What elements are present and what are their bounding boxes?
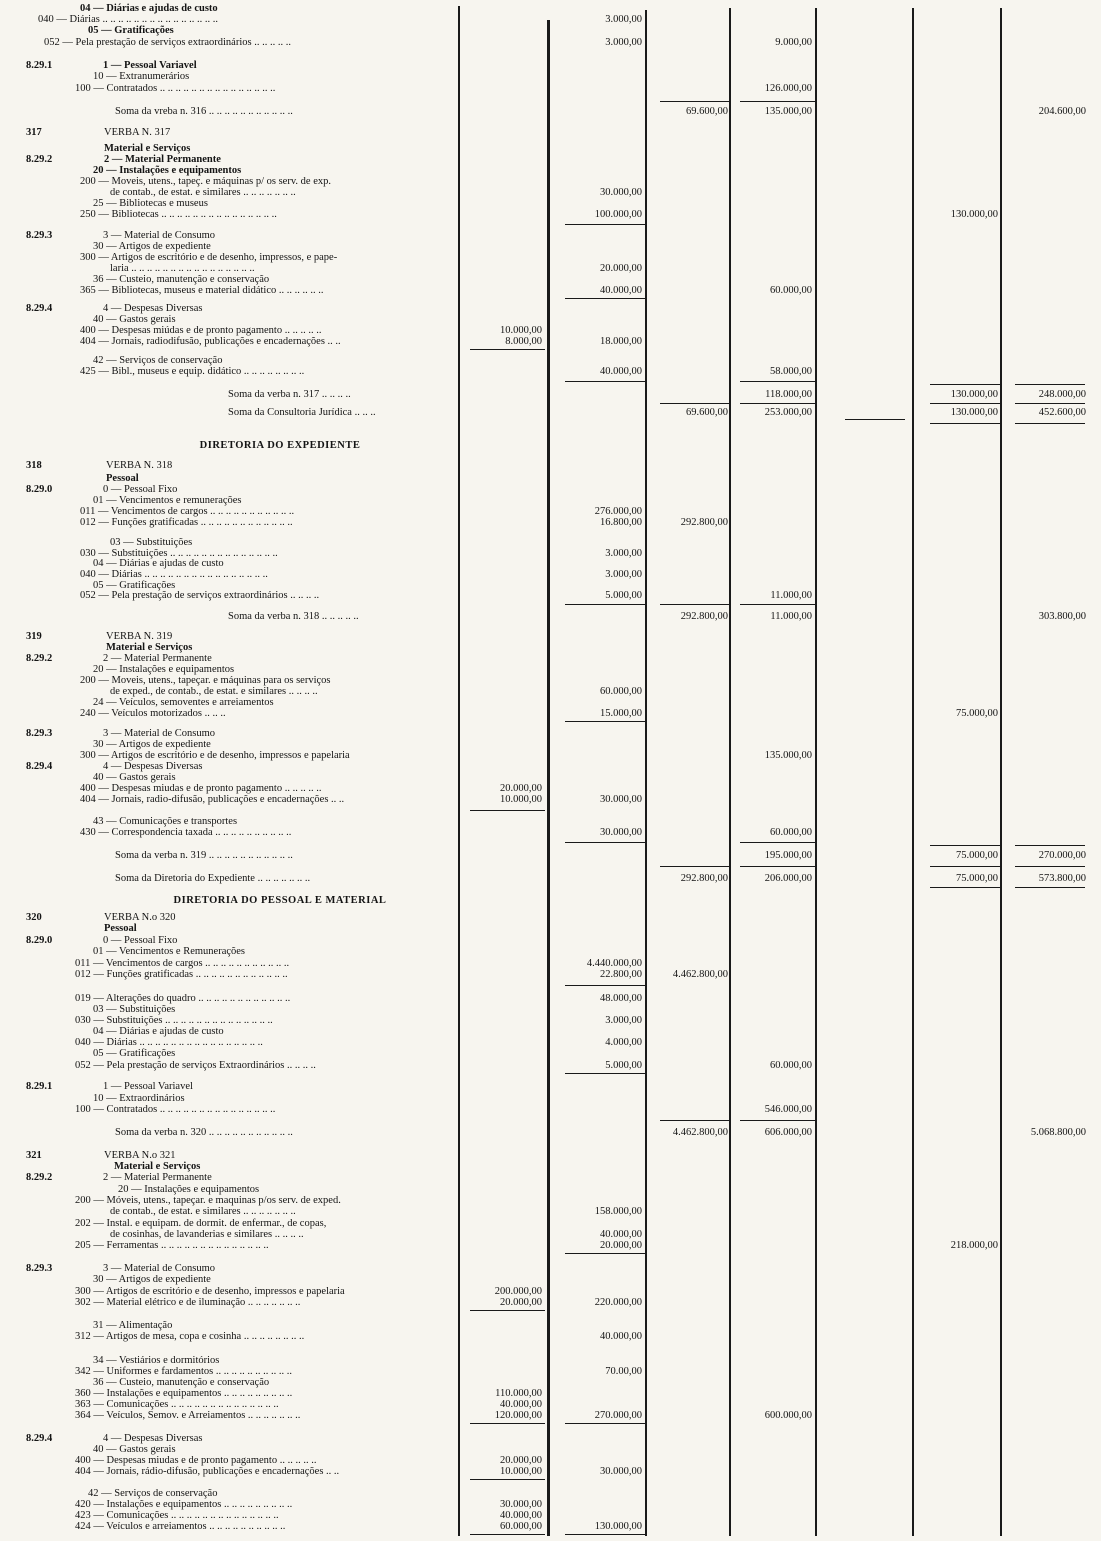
line-description: Material e Serviços bbox=[104, 143, 191, 154]
line-code: 8.29.1 bbox=[26, 1081, 53, 1092]
line-description: 31 — Alimentação bbox=[93, 1320, 173, 1331]
subtotal-rule bbox=[740, 842, 815, 843]
ledger-line bbox=[0, 389, 1101, 401]
line-code: 8.29.3 bbox=[26, 230, 53, 241]
ledger-line bbox=[0, 460, 1101, 472]
line-description: Soma da vreba n. 316 .. .. .. .. .. .. .. .. .. .. .. bbox=[115, 106, 293, 117]
line-description: 312 — Artigos de mesa, copa e cosinha .. .. .. .. .. .. .. .. bbox=[75, 1331, 305, 1342]
line-description: 052 — Pela prestação de serviços extraordinários .. .. .. .. .. bbox=[44, 37, 291, 48]
line-description: 04 — Diárias e ajudas de custo bbox=[93, 558, 224, 569]
line-description: 04 — Diárias e ajudas de custo bbox=[80, 3, 218, 14]
amount-col-2: 276.000,00 bbox=[594, 506, 642, 517]
amount-col-2: 3.000,00 bbox=[605, 37, 642, 48]
amount-col-6: 303.800,00 bbox=[1038, 611, 1086, 622]
line-code: 317 bbox=[26, 127, 42, 138]
line-description: Soma da Consultoria Jurídica .. .. .. bbox=[228, 407, 376, 418]
ledger-line bbox=[0, 1521, 1101, 1533]
amount-col-4: 135.000,00 bbox=[764, 106, 812, 117]
line-description: 36 — Custeio, manutenção e conservação bbox=[93, 274, 270, 285]
line-description: Soma da Diretoria do Expediente .. .. .. .. .. .. .. bbox=[115, 873, 311, 884]
line-description: VERBA N.o 321 bbox=[104, 1150, 176, 1161]
subtotal-rule bbox=[1015, 887, 1085, 888]
subtotal-rule bbox=[930, 384, 1000, 385]
line-description: 05 — Gratificações bbox=[93, 580, 176, 591]
subtotal-rule bbox=[930, 845, 1000, 846]
subtotal-rule bbox=[565, 985, 645, 986]
amount-col-1: 20.000,00 bbox=[500, 783, 542, 794]
subtotal-rule bbox=[740, 1120, 815, 1121]
subtotal-rule bbox=[470, 349, 545, 350]
line-description: 40 — Gastos gerais bbox=[93, 314, 176, 325]
amount-col-3: 292.800,00 bbox=[680, 873, 728, 884]
line-description: 20 — Instalações e equipamentos bbox=[93, 664, 235, 675]
amount-col-4: 606.000,00 bbox=[764, 1127, 812, 1138]
amount-col-6: 573.800,00 bbox=[1038, 873, 1086, 884]
line-description: 2 — Material Permanente bbox=[103, 1172, 212, 1183]
amount-col-4: 600.000,00 bbox=[764, 1410, 812, 1421]
line-description: 20 — Instalações e equipamentos bbox=[93, 165, 242, 176]
line-description: DIRETORIA DO EXPEDIENTE bbox=[199, 440, 361, 451]
line-description: 300 — Artigos de escritório e de desenho, impressos e papelaria bbox=[80, 750, 350, 761]
amount-col-1: 40.000,00 bbox=[500, 1510, 542, 1521]
line-description: 200 — Móveis, utens., tapeçar. e maquinas p/os serv. de exped. bbox=[75, 1195, 341, 1206]
line-description: Soma da verba n. 318 .. .. .. .. .. bbox=[228, 611, 359, 622]
line-description: 012 — Funções gratificadas .. .. .. .. .. .. .. .. .. .. .. .. bbox=[75, 969, 288, 980]
line-description: 030 — Substituições .. .. .. .. .. .. .. .. .. .. .. .. .. .. bbox=[75, 1015, 273, 1026]
line-description: 2 — Material Permanente bbox=[104, 154, 221, 165]
subtotal-rule bbox=[470, 1479, 545, 1480]
amount-col-4: 60.000,00 bbox=[770, 1060, 812, 1071]
line-description: 040 — Diárias .. .. .. .. .. .. .. .. .. .. .. .. .. .. .. .. bbox=[80, 569, 268, 580]
line-description: 200 — Moveis, utens., tapeçar. e máquinas para os serviços bbox=[80, 675, 331, 686]
amount-col-2: 22.800,00 bbox=[600, 969, 642, 980]
amount-col-2: 18.000,00 bbox=[600, 336, 642, 347]
amount-col-5: 75.000,00 bbox=[956, 708, 998, 719]
line-description: de exped., de contab., de estat. e similares .. .. .. .. bbox=[110, 686, 318, 697]
amount-col-6: 452.600,00 bbox=[1038, 407, 1086, 418]
subtotal-rule bbox=[845, 419, 905, 420]
amount-col-4: 11.000,00 bbox=[770, 611, 812, 622]
line-description: 4 — Despesas Diversas bbox=[103, 1433, 203, 1444]
ledger-line bbox=[0, 611, 1101, 623]
line-description: 019 — Alterações do quadro .. .. .. .. .. .. .. .. .. .. .. .. bbox=[75, 993, 291, 1004]
subtotal-rule bbox=[565, 842, 645, 843]
subtotal-rule bbox=[740, 403, 815, 404]
amount-col-2: 3.000,00 bbox=[605, 569, 642, 580]
line-description: 04 — Diárias e ajudas de custo bbox=[93, 1026, 224, 1037]
line-code: 321 bbox=[26, 1150, 42, 1161]
ledger-line bbox=[0, 946, 1101, 958]
amount-col-4: 546.000,00 bbox=[764, 1104, 812, 1115]
subtotal-rule bbox=[930, 887, 1000, 888]
amount-col-5: 75.000,00 bbox=[956, 850, 998, 861]
line-description: de cosinhas, de lavanderias e similares .. .. .. .. bbox=[110, 1229, 304, 1240]
amount-col-1: 20.000,00 bbox=[500, 1455, 542, 1466]
line-description: 425 — Bibl., museus e equip. didático .. .. .. .. .. .. .. .. bbox=[80, 366, 305, 377]
amount-col-2: 30.000,00 bbox=[600, 827, 642, 838]
line-code: 8.29.0 bbox=[26, 935, 53, 946]
line-description: 34 — Vestiários e dormitórios bbox=[93, 1355, 220, 1366]
amount-col-2: 70.00,00 bbox=[605, 1366, 642, 1377]
amount-col-1: 110.000,00 bbox=[495, 1388, 542, 1399]
amount-col-4: 118.000,00 bbox=[765, 389, 812, 400]
amount-col-2: 4.000,00 bbox=[605, 1037, 642, 1048]
amount-col-2: 15.000,00 bbox=[600, 708, 642, 719]
line-description: 2 — Material Permanente bbox=[103, 653, 212, 664]
subtotal-rule bbox=[930, 403, 1000, 404]
line-description: 42 — Serviços de conservação bbox=[88, 1488, 218, 1499]
line-description: 250 — Bibliotecas .. .. .. .. .. .. .. .. .. .. .. .. .. .. .. bbox=[80, 209, 277, 220]
amount-col-1: 8.000,00 bbox=[505, 336, 542, 347]
line-description: 10 — Extranumerários bbox=[93, 71, 190, 82]
amount-col-5: 75.000,00 bbox=[956, 873, 998, 884]
line-description: de contab., de estat. e similares .. .. .. .. .. .. .. bbox=[110, 187, 296, 198]
ledger-line bbox=[0, 1048, 1101, 1060]
line-description: 10 — Extraordinários bbox=[93, 1093, 185, 1104]
line-description: 300 — Artigos de escritório e de desenho, impressos, e pape- bbox=[80, 252, 338, 263]
line-description: VERBA N. 319 bbox=[106, 631, 173, 642]
line-code: 8.29.2 bbox=[26, 154, 53, 165]
amount-col-4: 126.000,00 bbox=[764, 83, 812, 94]
subtotal-rule bbox=[565, 1073, 645, 1074]
line-description: 011 — Vencimentos de cargos .. .. .. .. .. .. .. .. .. .. .. bbox=[80, 506, 295, 517]
subtotal-rule bbox=[660, 101, 730, 102]
amount-col-2: 30.000,00 bbox=[600, 794, 642, 805]
subtotal-rule bbox=[740, 101, 815, 102]
amount-col-5: 218.000,00 bbox=[950, 1240, 998, 1251]
amount-col-5: 130.000,00 bbox=[950, 389, 998, 400]
line-description: 25 — Bibliotecas e museus bbox=[93, 198, 208, 209]
line-description: 43 — Comunicações e transportes bbox=[93, 816, 238, 827]
ledger-line bbox=[0, 1060, 1101, 1072]
amount-col-1: 10.000,00 bbox=[500, 1466, 542, 1477]
line-description: 200 — Moveis, utens., tapeç. e máquinas p/ os serv. de exp. bbox=[80, 176, 331, 187]
amount-col-1: 10.000,00 bbox=[500, 794, 542, 805]
ledger-line bbox=[0, 285, 1101, 297]
subtotal-rule bbox=[565, 721, 645, 722]
line-code: 8.29.1 bbox=[26, 60, 53, 71]
ledger-line bbox=[0, 407, 1101, 419]
amount-col-2: 3.000,00 bbox=[605, 548, 642, 559]
subtotal-rule bbox=[565, 604, 645, 605]
line-description: 202 — Instal. e equipam. de dormit. de enfermar., de copas, bbox=[75, 1218, 327, 1229]
amount-col-2: 20.000,00 bbox=[600, 1240, 642, 1251]
amount-col-3: 292.800,00 bbox=[680, 611, 728, 622]
amount-col-4: 11.000,00 bbox=[770, 590, 812, 601]
amount-col-4: 253.000,00 bbox=[764, 407, 812, 418]
subtotal-rule bbox=[565, 381, 645, 382]
line-description: 404 — Jornais, rádio-difusão, publicações e encadernações .. .. bbox=[75, 1466, 340, 1477]
line-description: DIRETORIA DO PESSOAL E MATERIAL bbox=[173, 895, 387, 906]
line-description: 342 — Uniformes e fardamentos .. .. .. .. .. .. .. .. .. .. bbox=[75, 1366, 292, 1377]
line-description: 03 — Substituições bbox=[110, 537, 193, 548]
line-description: 30 — Artigos de expediente bbox=[93, 739, 211, 750]
amount-col-2: 158.000,00 bbox=[594, 1206, 642, 1217]
amount-col-3: 69.600,00 bbox=[686, 106, 728, 117]
line-code: 8.29.3 bbox=[26, 728, 53, 739]
amount-col-1: 120.000,00 bbox=[494, 1410, 542, 1421]
amount-col-2: 16.800,00 bbox=[600, 517, 642, 528]
line-description: 424 — Veículos e arreiamentos .. .. .. .. .. .. .. .. .. .. bbox=[75, 1521, 286, 1532]
amount-col-4: 60.000,00 bbox=[770, 285, 812, 296]
line-description: 420 — Instalações e equipamentos .. .. .. .. .. .. .. .. .. bbox=[75, 1499, 293, 1510]
line-code: 320 bbox=[26, 912, 42, 923]
line-description: 4 — Despesas Diversas bbox=[103, 761, 203, 772]
amount-col-2: 40.000,00 bbox=[600, 366, 642, 377]
amount-col-6: 270.000,00 bbox=[1038, 850, 1086, 861]
ledger-line bbox=[0, 1127, 1101, 1139]
line-description: 012 — Funções gratificadas .. .. .. .. .. .. .. .. .. .. .. .. bbox=[80, 517, 293, 528]
ledger-line bbox=[0, 1297, 1101, 1309]
ledger-line bbox=[0, 1240, 1101, 1252]
subtotal-rule bbox=[740, 381, 815, 382]
line-code: 8.29.2 bbox=[26, 1172, 53, 1183]
amount-col-2: 130.000,00 bbox=[594, 1521, 642, 1532]
line-description: 3 — Material de Consumo bbox=[103, 230, 215, 241]
line-description: 052 — Pela prestação de serviços extraordinários .. .. .. .. bbox=[80, 590, 320, 601]
ledger-line bbox=[0, 106, 1101, 118]
line-description: 0 — Pessoal Fixo bbox=[103, 484, 178, 495]
ledger-line bbox=[0, 1081, 1101, 1093]
subtotal-rule bbox=[565, 298, 645, 299]
amount-col-4: 135.000,00 bbox=[764, 750, 812, 761]
line-description: 1 — Pessoal Variavel bbox=[103, 60, 197, 71]
ledger-line bbox=[0, 1104, 1101, 1116]
amount-col-4: 58.000,00 bbox=[770, 366, 812, 377]
line-description: Material e Serviços bbox=[106, 642, 193, 653]
amount-col-2: 5.000,00 bbox=[605, 1060, 642, 1071]
line-description: 36 — Custeio, manutenção e conservação bbox=[93, 1377, 270, 1388]
line-description: 011 — Vencimentos de cargos .. .. .. .. .. .. .. .. .. .. .. bbox=[75, 958, 290, 969]
ledger-line bbox=[0, 969, 1101, 981]
amount-col-5: 130.000,00 bbox=[950, 407, 998, 418]
ledger-line bbox=[0, 1410, 1101, 1422]
ledger-line bbox=[0, 923, 1101, 935]
line-description: 30 — Artigos de expediente bbox=[93, 1274, 211, 1285]
line-description: 030 — Substituições .. .. .. .. .. .. .. .. .. .. .. .. .. .. bbox=[80, 548, 278, 559]
amount-col-2: 220.000,00 bbox=[594, 1297, 642, 1308]
line-description: 0 — Pessoal Fixo bbox=[103, 935, 178, 946]
amount-col-4: 195.000,00 bbox=[764, 850, 812, 861]
amount-col-2: 100.000,00 bbox=[594, 209, 642, 220]
line-description: 404 — Jornais, radiodifusão, publicações e encadernações .. .. bbox=[80, 336, 341, 347]
line-description: 40 — Gastos gerais bbox=[93, 772, 176, 783]
subtotal-rule bbox=[565, 1423, 645, 1424]
ledger-line bbox=[0, 827, 1101, 839]
line-description: 430 — Correspondencia taxada .. .. .. .. .. .. .. .. .. .. bbox=[80, 827, 292, 838]
ledger-line bbox=[0, 850, 1101, 862]
amount-col-5: 130.000,00 bbox=[950, 209, 998, 220]
line-description: VERBA N. 317 bbox=[104, 127, 171, 138]
line-description: Pessoal bbox=[106, 473, 139, 484]
line-description: 363 — Comunicações .. .. .. .. .. .. .. .. .. .. .. .. .. .. bbox=[75, 1399, 279, 1410]
ledger-line bbox=[0, 25, 1101, 37]
ledger-line bbox=[0, 1274, 1101, 1286]
ledger-line bbox=[0, 209, 1101, 221]
ledger-line bbox=[0, 83, 1101, 95]
amount-col-4: 9.000,00 bbox=[775, 37, 812, 48]
line-code: 8.29.4 bbox=[26, 1433, 53, 1444]
amount-col-3: 292.800,00 bbox=[680, 517, 728, 528]
ledger-line bbox=[0, 1466, 1101, 1478]
subtotal-rule bbox=[1015, 423, 1085, 424]
subtotal-rule bbox=[660, 866, 730, 867]
line-description: 364 — Veículos, Semov. e Arreiamentos .. .. .. .. .. .. .. bbox=[75, 1410, 301, 1421]
amount-col-2: 48.000,00 bbox=[600, 993, 642, 1004]
amount-col-2: 30.000,00 bbox=[600, 187, 642, 198]
ledger-line bbox=[0, 873, 1101, 885]
line-code: 8.29.0 bbox=[26, 484, 53, 495]
line-description: 205 — Ferramentas .. .. .. .. .. .. .. .. .. .. .. .. .. .. bbox=[75, 1240, 269, 1251]
amount-col-2: 3.000,00 bbox=[605, 14, 642, 25]
line-description: 240 — Veículos motorizados .. .. .. bbox=[80, 708, 226, 719]
subtotal-rule bbox=[470, 1534, 545, 1535]
line-description: 03 — Substituições bbox=[93, 1004, 176, 1015]
subtotal-rule bbox=[470, 810, 545, 811]
line-description: 24 — Veículos, semoventes e arreiamentos bbox=[93, 697, 274, 708]
ledger-line bbox=[0, 1206, 1101, 1218]
amount-col-1: 30.000,00 bbox=[500, 1499, 542, 1510]
subtotal-rule bbox=[660, 604, 730, 605]
line-description: 100 — Contratados .. .. .. .. .. .. .. .. .. .. .. .. .. .. .. bbox=[75, 83, 276, 94]
ledger-line bbox=[0, 336, 1101, 348]
amount-col-3: 4.462.800,00 bbox=[672, 1127, 728, 1138]
subtotal-rule bbox=[565, 1253, 645, 1254]
line-description: 4 — Despesas Diversas bbox=[103, 303, 203, 314]
amount-col-2: 40.000,00 bbox=[600, 1229, 642, 1240]
line-code: 8.29.4 bbox=[26, 761, 53, 772]
section-title bbox=[0, 440, 1101, 452]
ledger-line bbox=[0, 708, 1101, 720]
line-description: Soma da verba n. 317 .. .. .. .. bbox=[228, 389, 351, 400]
ledger-line bbox=[0, 517, 1101, 529]
ledger-line bbox=[0, 71, 1101, 83]
subtotal-rule bbox=[565, 1534, 645, 1535]
line-description: 300 — Artigos de escritório e de desenho, impressos e papelaria bbox=[75, 1286, 345, 1297]
line-description: 01 — Vencimentos e remunerações bbox=[93, 495, 242, 506]
line-description: laria .. .. .. .. .. .. .. .. .. .. .. .. .. .. .. .. bbox=[110, 263, 255, 274]
amount-col-6: 5.068.800,00 bbox=[1030, 1127, 1086, 1138]
line-description: 040 — Diárias .. .. .. .. .. .. .. .. .. .. .. .. .. .. .. bbox=[38, 14, 218, 25]
amount-col-2: 5.000,00 bbox=[605, 590, 642, 601]
line-code: 8.29.2 bbox=[26, 653, 53, 664]
line-description: Soma da verba n. 319 .. .. .. .. .. .. .. .. .. .. .. bbox=[115, 850, 293, 861]
amount-col-2: 30.000,00 bbox=[600, 1466, 642, 1477]
amount-col-2: 20.000,00 bbox=[600, 263, 642, 274]
line-code: 318 bbox=[26, 460, 42, 471]
line-code: 8.29.4 bbox=[26, 303, 53, 314]
line-description: 302 — Material elétrico e de iluminação .. .. .. .. .. .. .. bbox=[75, 1297, 301, 1308]
line-description: Material e Serviços bbox=[114, 1161, 201, 1172]
line-code: 8.29.3 bbox=[26, 1263, 53, 1274]
ledger-line bbox=[0, 1331, 1101, 1343]
subtotal-rule bbox=[1015, 845, 1085, 846]
ledger-line bbox=[0, 37, 1101, 49]
subtotal-rule bbox=[1015, 384, 1085, 385]
line-description: 040 — Diárias .. .. .. .. .. .. .. .. .. .. .. .. .. .. .. .. bbox=[75, 1037, 263, 1048]
line-description: 30 — Artigos de expediente bbox=[93, 241, 211, 252]
line-description: VERBA N. 318 bbox=[106, 460, 173, 471]
ledger-line bbox=[0, 794, 1101, 806]
line-description: VERBA N.o 320 bbox=[104, 912, 176, 923]
ledger-line bbox=[0, 366, 1101, 378]
subtotal-rule bbox=[740, 866, 815, 867]
subtotal-rule bbox=[1015, 403, 1085, 404]
amount-col-2: 40.000,00 bbox=[600, 1331, 642, 1342]
amount-col-1: 60.000,00 bbox=[500, 1521, 542, 1532]
line-description: Pessoal bbox=[104, 923, 137, 934]
subtotal-rule bbox=[1015, 866, 1085, 867]
subtotal-rule bbox=[470, 1423, 545, 1424]
ledger-line bbox=[0, 1172, 1101, 1184]
subtotal-rule bbox=[565, 224, 645, 225]
amount-col-2: 40.000,00 bbox=[600, 285, 642, 296]
subtotal-rule bbox=[930, 423, 1000, 424]
subtotal-rule bbox=[470, 1310, 545, 1311]
line-description: 3 — Material de Consumo bbox=[103, 728, 215, 739]
line-description: 05 — Gratificações bbox=[93, 1048, 176, 1059]
line-description: 400 — Despesas miúdas e de pronto pagamento .. .. .. .. .. bbox=[80, 325, 322, 336]
amount-col-4: 60.000,00 bbox=[770, 827, 812, 838]
amount-col-3: 69.600,00 bbox=[686, 407, 728, 418]
line-description: Soma da verba n. 320 .. .. .. .. .. .. .. .. .. .. .. bbox=[115, 1127, 293, 1138]
subtotal-rule bbox=[660, 403, 730, 404]
line-description: 360 — Instalações e equipamentos .. .. .. .. .. .. .. .. .. bbox=[75, 1388, 293, 1399]
line-description: 404 — Jornais, radio-difusão, publicações e encadernações .. .. bbox=[80, 794, 345, 805]
amount-col-2: 4.440.000,00 bbox=[586, 958, 642, 969]
subtotal-rule bbox=[740, 604, 815, 605]
line-description: 05 — Gratificações bbox=[88, 25, 174, 36]
ledger-line bbox=[0, 127, 1101, 139]
line-description: 40 — Gastos gerais bbox=[93, 1444, 176, 1455]
line-description: 42 — Serviços de conservação bbox=[93, 355, 223, 366]
amount-col-2: 3.000,00 bbox=[605, 1015, 642, 1026]
ledger-line bbox=[0, 590, 1101, 602]
amount-col-3: 4.462.800,00 bbox=[672, 969, 728, 980]
line-description: de contab., de estat. e similares .. .. .. .. .. .. .. bbox=[110, 1206, 296, 1217]
line-description: 365 — Bibliotecas, museus e material didático .. .. .. .. .. .. bbox=[80, 285, 324, 296]
amount-col-2: 270.000,00 bbox=[594, 1410, 642, 1421]
amount-col-4: 206.000,00 bbox=[764, 873, 812, 884]
subtotal-rule bbox=[930, 866, 1000, 867]
line-description: 01 — Vencimentos e Remunerações bbox=[93, 946, 246, 957]
amount-col-6: 204.600,00 bbox=[1038, 106, 1086, 117]
section-title bbox=[0, 895, 1101, 907]
line-description: 100 — Contratados .. .. .. .. .. .. .. .. .. .. .. .. .. .. .. bbox=[75, 1104, 276, 1115]
amount-col-1: 20.000,00 bbox=[500, 1297, 542, 1308]
line-description: 400 — Despesas miudas e de pronto pagamento .. .. .. .. .. bbox=[75, 1455, 317, 1466]
line-description: 1 — Pessoal Variavel bbox=[103, 1081, 193, 1092]
line-description: 423 — Comunicações .. .. .. .. .. .. .. .. .. .. .. .. .. .. bbox=[75, 1510, 279, 1521]
line-code: 319 bbox=[26, 631, 42, 642]
amount-col-1: 200.000,00 bbox=[494, 1286, 542, 1297]
line-description: 3 — Material de Consumo bbox=[103, 1263, 215, 1274]
amount-col-1: 40.000,00 bbox=[500, 1399, 542, 1410]
subtotal-rule bbox=[660, 1120, 730, 1121]
line-description: 20 — Instalações e equipamentos bbox=[118, 1184, 260, 1195]
line-description: 052 — Pela prestação de serviços Extraordinários .. .. .. .. bbox=[75, 1060, 316, 1071]
amount-col-1: 10.000,00 bbox=[500, 325, 542, 336]
line-description: 400 — Despesas miudas e de pronto pagamento .. .. .. .. .. bbox=[80, 783, 322, 794]
amount-col-2: 60.000,00 bbox=[600, 686, 642, 697]
amount-col-6: 248.000,00 bbox=[1038, 389, 1086, 400]
